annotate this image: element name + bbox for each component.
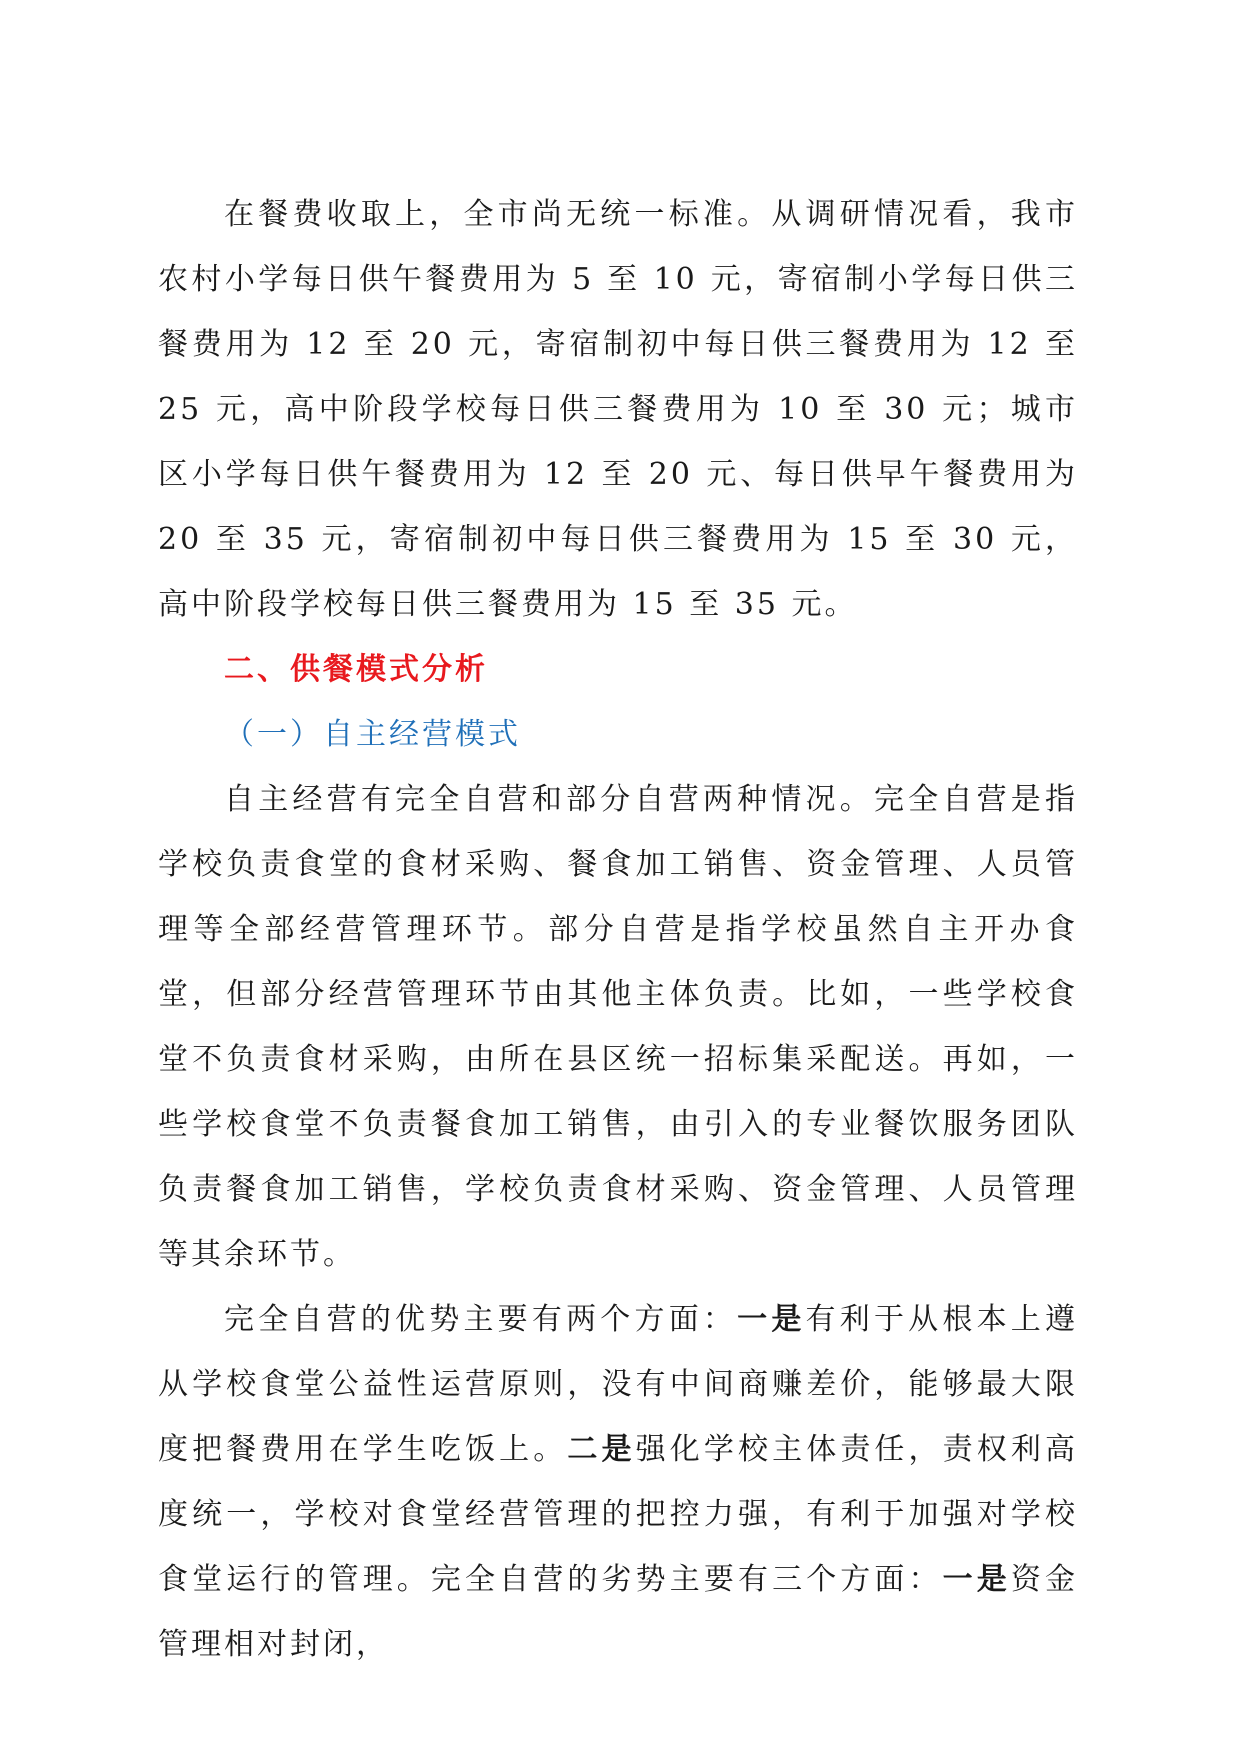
bold-marker: 一是 bbox=[737, 1302, 806, 1337]
text-segment: 完全自营的优势主要有两个方面： bbox=[224, 1302, 738, 1337]
paragraph-self-operation: 自主经营有完全自营和部分自营两种情况。完全自营是指学校负责食堂的食材采购、餐食加工销售、资金管理、人员管理等全部经营管理环节。部分自营是指学校虽然自主开办食堂，但部分经营管理环节由其他主体负责。比如，一些学校食堂不负责食材采购，由所在县区统一招标集采配送。再如，一些学校食堂不负责餐食加工销售，由引入的专业餐饮服务团队负责餐食加工销售，学校负责食材采购、资金管理、人员管理等其余环节。 bbox=[158, 782, 1078, 1272]
bold-marker: 一是 bbox=[942, 1562, 1011, 1597]
bold-marker: 二是 bbox=[567, 1432, 636, 1467]
text-segment: 资金管理相对封闭， bbox=[158, 1562, 1079, 1662]
subsection-heading: （一）自主经营模式 bbox=[224, 717, 521, 752]
section-heading: 二、供餐模式分析 bbox=[224, 652, 488, 687]
text-segment: 有利于从根本上遵从学校食堂公益性运营原则，没有中间商赚差价，能够最大限度把餐费用在学生吃饭上。 bbox=[158, 1302, 1079, 1467]
text-segment: 强化学校主体责任，责权利高度统一，学校对食堂经营管理的把控力强，有利于加强对学校食堂运行的管理。完全自营的劣势主要有三个方面： bbox=[158, 1432, 1079, 1597]
paragraph-meal-fees: 在餐费收取上，全市尚无统一标准。从调研情况看，我市农村小学每日供午餐费用为 5 至 10 元，寄宿制小学每日供三餐费用为 12 至 20 元，寄宿制初中每日供三餐费用为 12 至 25 元，高中阶段学校每日供三餐费用为 10 至 30 元；城市区小学每日供午餐费用为 12 至 20 元、每日供早午餐费用为 20 至 35 元，寄宿制初中每日供三餐费用为 15 至 30 元，高中阶段学校每日供三餐费用为 15 至 35 元。 bbox=[158, 197, 1078, 622]
document-body bbox=[158, 182, 1078, 1677]
paragraph-pros-cons bbox=[158, 1287, 1078, 1677]
